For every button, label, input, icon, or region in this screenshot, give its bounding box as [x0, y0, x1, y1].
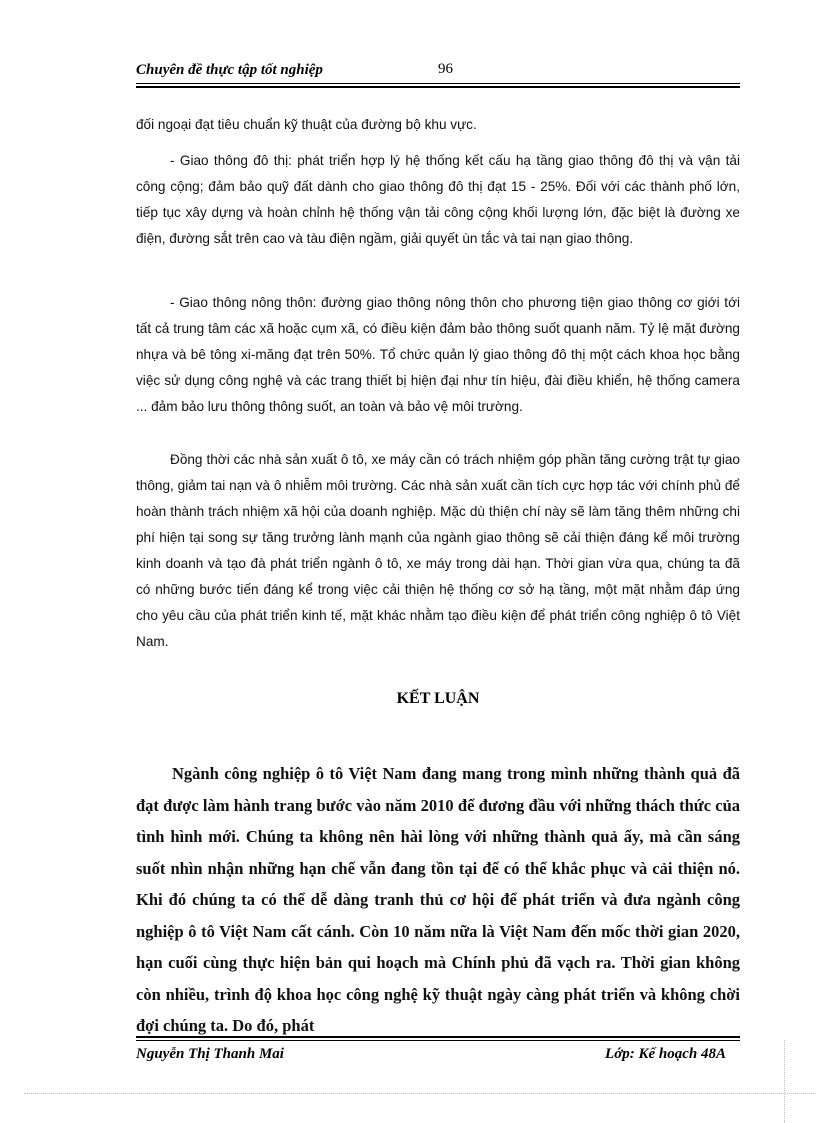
class-label: Lớp: Kế hoạch 48A [605, 1046, 726, 1062]
paragraph-urban-transport [136, 148, 740, 252]
author-name: Nguyễn Thị Thanh Mai [136, 1046, 284, 1062]
page-edge-dotted-line [24, 1093, 816, 1094]
paragraph-text: Đồng thời các nhà sản xuất ô tô, xe máy cần có trách nhiệm góp phần tăng cường trật tự giao thông, giảm tai nạn và ô nhiễm môi trường. Các nhà sản xuất cần tích cực hợp tác với chính phủ để hoàn thành trách nhiệm xã hội của doanh nghiệp. Mặc dù thiện chí này sẽ làm tăng thêm những chi phí hiện tại song sự tăng trưởng lành mạnh của ngành giao thông sẽ cải thiện đáng kể môi trường kinh doanh và tạo đà phát triển ngành ô tô, xe máy trong dài hạn. Thời gian vừa qua, chúng ta đã có những bước tiến đáng kể trong việc cải thiện hệ thống cơ sở hạ tầng, một mặt nhằm đáp ứng cho yêu cầu của phát triển kinh tế, mặt khác nhằm tạo điều kiện để phát triển công nghiệp ô tô Việt Nam. [136, 452, 740, 649]
paragraph-text: - Giao thông đô thị: phát triển hợp lý hệ thống kết cấu hạ tầng giao thông đô thị và vận tải công cộng; đảm bảo quỹ đất dành cho giao thông đô thị đạt 15 - 25%. Đối với các thành phố lớn, tiếp tục xây dựng và hoàn chỉnh hệ thống vận tải công cộng khối lượng lớn, đặc biệt là đường xe điện, đường sắt trên cao và tàu điện ngầm, giải quyết ùn tắc và tai nạn giao thông. [136, 153, 740, 246]
paragraph-rural-transport [136, 290, 740, 420]
paragraph-text: - Giao thông nông thôn: đường giao thông nông thôn cho phương tiện giao thông cơ giới tới tất cả trung tâm các xã hoặc cụm xã, có điều kiện đảm bảo thông suốt quanh năm. Tỷ lệ mặt đường nhựa và bê tông xi-măng đạt trên 50%. Tổ chức quản lý giao thông đô thị một cách khoa học bằng việc sử dụng công nghệ và các trang thiết bị hiện đại như tín hiệu, đài điều khiển, hệ thống camera ... đảm bảo lưu thông thông suốt, an toàn và bảo vệ môi trường. [136, 295, 740, 414]
paragraph-text: đối ngoại đạt tiêu chuẩn kỹ thuật của đường bộ khu vực. [136, 117, 477, 132]
page-edge-dotted-line-vertical [784, 1040, 785, 1123]
header-rule-thick [136, 86, 740, 88]
page-header [136, 58, 740, 84]
paragraph-continuation [136, 112, 740, 138]
page-number: 96 [438, 61, 453, 77]
header-rule-thin [136, 83, 740, 84]
document-title: Chuyên đề thực tập tốt nghiệp [136, 62, 323, 78]
footer-rule-thin [136, 1040, 740, 1041]
conclusion-heading: KẾT LUẬN [396, 690, 480, 707]
conclusion-text: Ngành công nghiệp ô tô Việt Nam đang mang trong mình những thành quả đã đạt được làm hành trang bước vào năm 2010 để đương đầu với những thách thức của tình hình mới. Chúng ta không nên hài lòng với những thành quả ấy, mà cần sáng suốt nhìn nhận những hạn chế vẫn đang tồn tại để có thể khắc phục và cải thiện nó. Khi đó chúng ta có thể dễ dàng tranh thủ cơ hội để phát triển và đưa ngành công nghiệp ô tô Việt Nam cất cánh. Còn 10 năm nữa là Việt Nam đến mốc thời gian 2020, hạn cuối cùng thực hiện bản qui hoạch mà Chính phủ đã vạch ra. Thời gian không còn nhiều, trình độ khoa học công nghệ kỹ thuật ngày càng phát triển và không chời đợi chúng ta. Do đó, phát [136, 764, 740, 1035]
footer-rule-thick [136, 1036, 740, 1038]
conclusion-body [136, 758, 740, 1042]
paragraph-manufacturers [136, 447, 740, 655]
